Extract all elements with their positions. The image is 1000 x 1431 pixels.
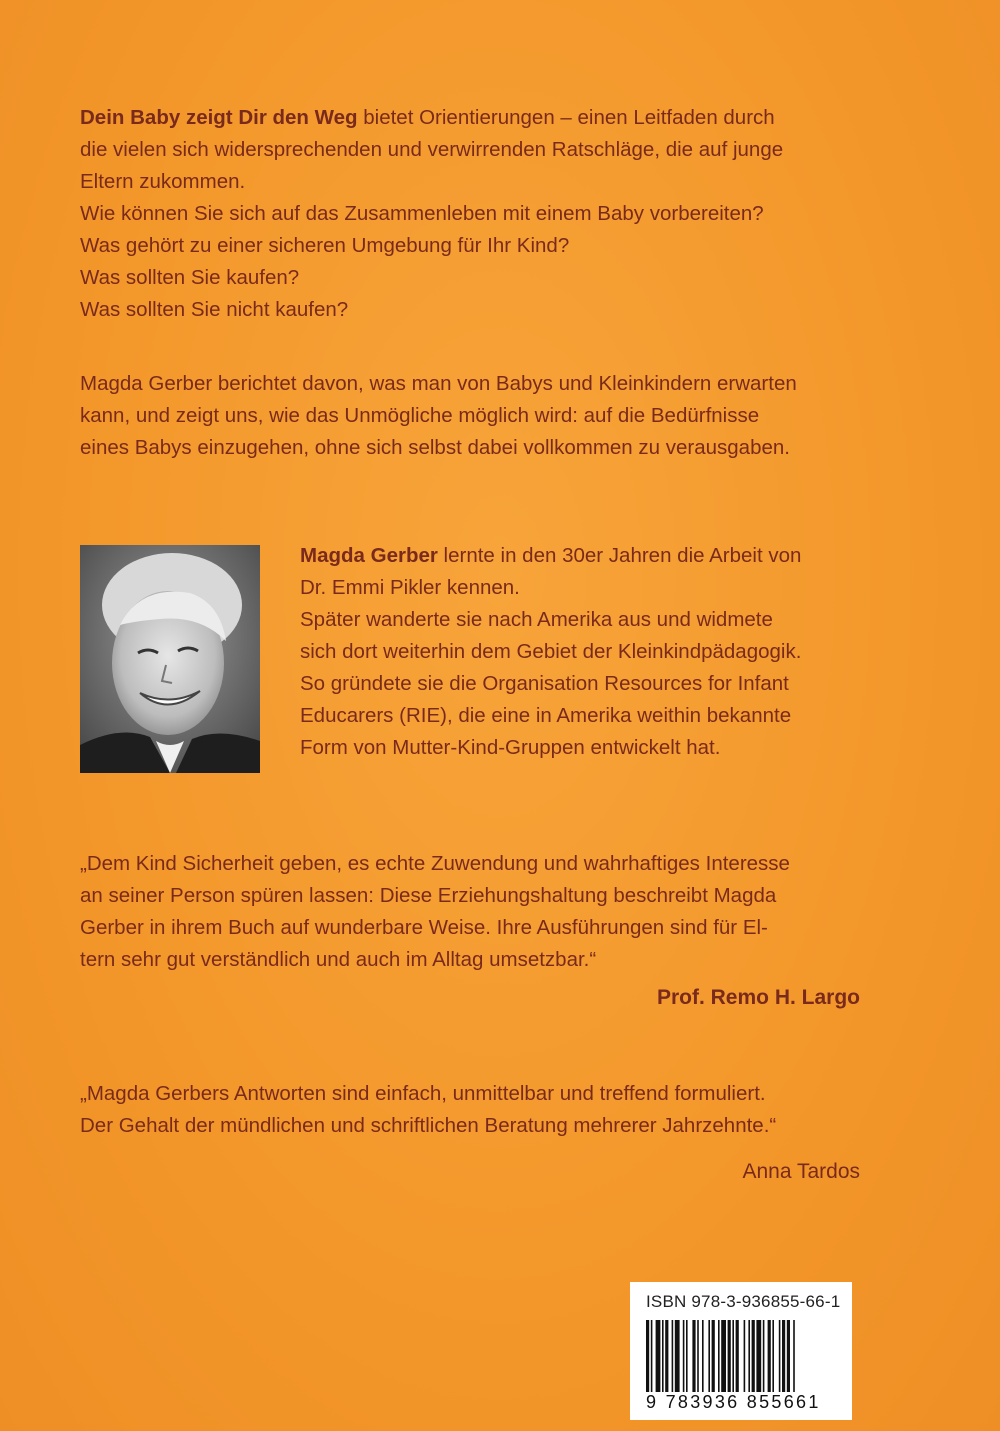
description-line: kann, und zeigt uns, wie das Unmögliche möglich wird: auf die Bedürfnisse [80, 404, 760, 427]
quote-largo [80, 848, 860, 976]
author-bio [300, 540, 870, 764]
quote-line: an seiner Person spüren lassen: Diese Erziehungshaltung beschreibt Magda [80, 884, 777, 907]
barcode-bar [772, 1320, 774, 1392]
barcode-bar [675, 1320, 680, 1392]
question-1: Wie können Sie sich auf das Zusammenleben mit einem Baby vorbereiten? [80, 202, 764, 225]
barcode-bar [686, 1320, 688, 1392]
barcode-bar [662, 1320, 664, 1392]
quote-author-largo: Prof. Remo H. Largo [656, 986, 860, 1009]
barcode-bar [683, 1320, 685, 1392]
quote-author-tardos: Anna Tardos [742, 1160, 860, 1183]
barcode-bar [702, 1320, 704, 1392]
question-2: Was gehört zu einer sicheren Umgebung für Ihr Kind? [80, 234, 570, 257]
barcode-bar [748, 1320, 750, 1392]
barcode-bar [656, 1320, 661, 1392]
bio-line: Dr. Emmi Pikler kennen. [300, 576, 520, 599]
author-photo [80, 545, 260, 773]
author-portrait-image [80, 545, 260, 773]
description-line: Magda Gerber berichtet davon, was man von Babys und Kleinkindern erwarten [80, 372, 797, 395]
barcode-bar [752, 1320, 755, 1392]
description-paragraph [80, 368, 860, 464]
intro-paragraph [80, 102, 860, 326]
bio-line-1: Magda Gerber lernte in den 30er Jahren die Arbeit von [300, 544, 802, 567]
barcode-bar [718, 1320, 720, 1392]
barcode-bar [782, 1320, 785, 1392]
barcode-bar [697, 1320, 699, 1392]
barcode-bar [763, 1320, 765, 1392]
barcode-bar [708, 1320, 710, 1392]
barcode-bar [744, 1320, 746, 1392]
barcode-bar [732, 1320, 734, 1392]
barcode-bar [692, 1320, 695, 1392]
bio-line: So gründete sie die Organisation Resources for Infant [300, 672, 789, 695]
quote-line: „Magda Gerbers Antworten sind einfach, unmittelbar und treffend formuliert. [80, 1082, 766, 1105]
barcode-bar [768, 1320, 771, 1392]
description-line: eines Babys einzugehen, ohne sich selbst dabei vollkommen zu verausgaben. [80, 436, 790, 459]
bio-line: Form von Mutter-Kind-Gruppen entwickelt hat. [300, 736, 721, 759]
barcode-bar [779, 1320, 781, 1392]
intro-line-2: die vielen sich widersprechenden und verwirrenden Ratschläge, die auf junge [80, 138, 784, 161]
quote-tardos [80, 1078, 860, 1142]
author-name: Magda Gerber [300, 544, 438, 567]
barcode-bar [712, 1320, 715, 1392]
quote-line: „Dem Kind Sicherheit geben, es echte Zuwendung und wahrhaftiges Interesse [80, 852, 790, 875]
barcode-bar [756, 1320, 761, 1392]
question-3: Was sollten Sie kaufen? [80, 266, 300, 289]
isbn-barcode [630, 1282, 852, 1420]
ean-digits: 9 783936 855661 [646, 1392, 821, 1412]
barcode-bar [728, 1320, 731, 1392]
bio-line: Educarers (RIE), die eine in Amerika weithin bekannte [300, 704, 792, 727]
quote-line: Gerber in ihrem Buch auf wunderbare Weise. Ihre Ausführungen sind für El- [80, 916, 768, 939]
bio-line: sich dort weiterhin dem Gebiet der Kleinkindpädagogik. [300, 640, 802, 663]
bio-line: Später wanderte sie nach Amerika aus und widmete [300, 608, 773, 631]
barcode-bar [736, 1320, 739, 1392]
quote-line: Der Gehalt der mündlichen und schriftlichen Beratung mehrerer Jahrzehnte.“ [80, 1114, 777, 1137]
intro-line-3: Eltern zukommen. [80, 170, 246, 193]
intro-line-1: Dein Baby zeigt Dir den Weg bietet Orientierungen – einen Leitfaden durch [80, 106, 775, 129]
barcode-bar [672, 1320, 674, 1392]
barcode-bar [787, 1320, 790, 1392]
isbn-number: ISBN 978-3-936855-66-1 [646, 1292, 841, 1311]
question-4: Was sollten Sie nicht kaufen? [80, 298, 349, 321]
book-title: Dein Baby zeigt Dir den Weg [80, 106, 358, 129]
barcode-bar [665, 1320, 668, 1392]
quote-line: tern sehr gut verständlich und auch im Alltag umsetzbar.“ [80, 948, 597, 971]
